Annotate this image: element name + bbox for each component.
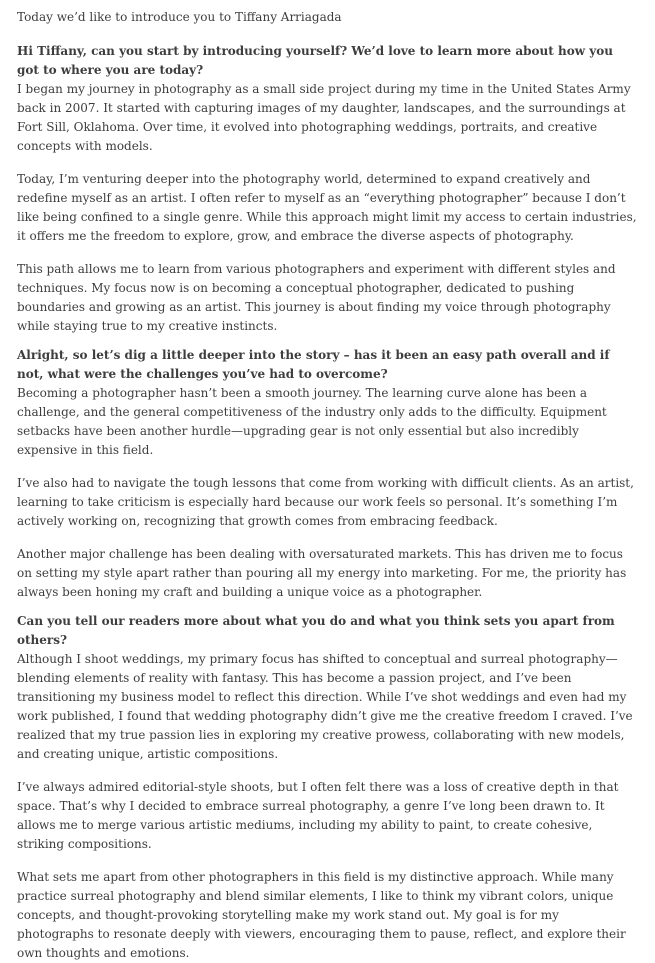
question-1: Hi Tiffany, can you start by introducing yourself? We’d love to learn more about how you got to where you are today? <box>17 44 613 77</box>
question-3: Can you tell our readers more about what you do and what you think sets you apart from others? <box>17 614 615 647</box>
answer-2-paragraph-2: I’ve also had to navigate the tough lessons that come from working with difficult clients. As an artist, learning to take criticism is especially hard because our work feels so personal. It’s something I’m actively working on, recognizing that growth comes from embracing feedback. <box>17 476 634 528</box>
article-intro: Today we’d like to introduce you to Tiffany Arriagada <box>17 10 342 24</box>
answer-2-paragraph-1: Becoming a photographer hasn’t been a smooth journey. The learning curve alone has been a challenge, and the general competitiveness of the industry only adds to the difficulty. Equipment setbacks have been another hurdle—upgrading gear is not only essential but also incredibly expensive in this field. <box>17 386 607 457</box>
qa-section-3 <box>17 612 638 963</box>
qa-section-2 <box>17 346 638 602</box>
answer-2-paragraph-3: Another major challenge has been dealing with oversaturated markets. This has driven me to focus on setting my style apart rather than pouring all my energy into marketing. For me, the priority has always been honing my craft and building a unique voice as a photographer. <box>17 547 627 599</box>
answer-1-paragraph-1: I began my journey in photography as a small side project during my time in the United States Army back in 2007. It started with capturing images of my daughter, landscapes, and the surroundings at Fort Sill, Oklahoma. Over time, it evolved into photographing weddings, portraits, and creative concepts with models. <box>17 82 631 153</box>
answer-1-paragraph-2: Today, I’m venturing deeper into the photography world, determined to expand creatively and redefine myself as an artist. I often refer to myself as an “everything photographer” because I don’t like being confined to a single genre. While this approach might limit my access to certain industries, it offers me the freedom to explore, grow, and embrace the diverse aspects of photography. <box>17 172 637 243</box>
answer-3-paragraph-2: I’ve always admired editorial-style shoots, but I often felt there was a loss of creative depth in that space. That’s why I decided to embrace surreal photography, a genre I’ve long been drawn to. It allows me to merge various artistic mediums, including my ability to paint, to create cohesive, striking compositions. <box>17 780 619 851</box>
answer-3-paragraph-1: Although I shoot weddings, my primary focus has shifted to conceptual and surreal photography—blending elements of reality with fantasy. This has become a passion project, and I’ve been transitioning my business model to reflect this direction. While I’ve shot weddings and even had my work published, I found that wedding photography didn’t give me the creative freedom I craved. I’ve realized that my true passion lies in exploring my creative prowess, collaborating with new models, and creating unique, artistic compositions. <box>17 652 633 761</box>
qa-section-1 <box>17 42 638 336</box>
answer-1-paragraph-3: This path allows me to learn from various photographers and experiment with different styles and techniques. My focus now is on becoming a conceptual photographer, dedicated to pushing boundaries and growing as an artist. This journey is about finding my voice through photography while staying true to my creative instincts. <box>17 262 616 333</box>
answer-3-paragraph-3: What sets me apart from other photographers in this field is my distinctive approach. While many practice surreal photography and blend similar elements, I like to think my vibrant colors, unique concepts, and thought-provoking storytelling make my work stand out. My goal is for my photographs to resonate deeply with viewers, encouraging them to pause, reflect, and explore their own thoughts and emotions. <box>17 870 626 960</box>
question-2: Alright, so let’s dig a little deeper into the story – has it been an easy path overall and if not, what were the challenges you’ve had to overcome? <box>17 348 610 381</box>
